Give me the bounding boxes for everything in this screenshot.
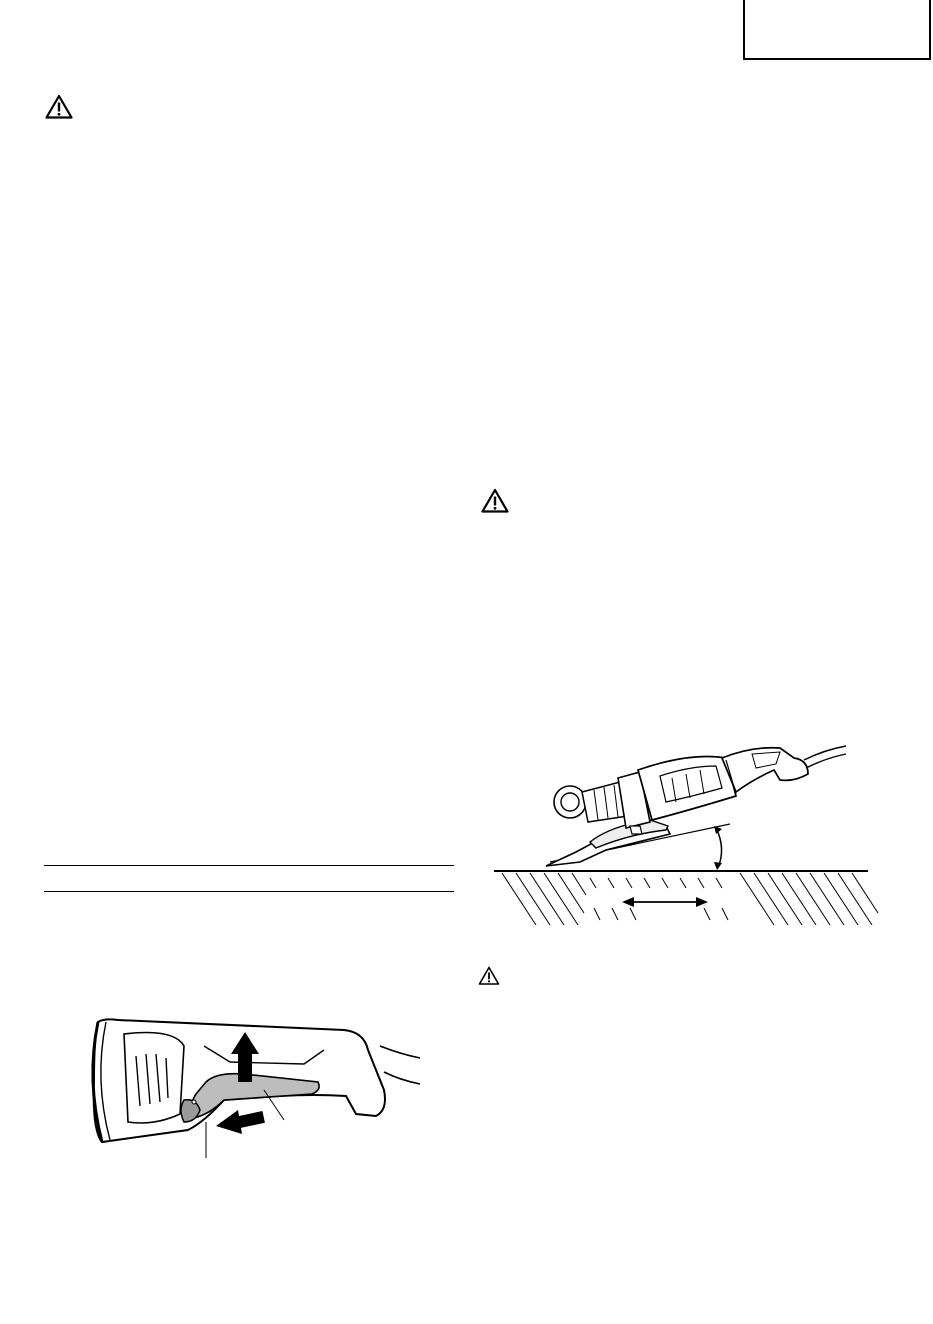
language-tab [743,0,931,60]
warning-triangle-icon [478,966,500,986]
warning-triangle-icon [45,94,73,120]
table-rule-bottom [44,891,454,892]
grinder-angle-figure [490,730,882,930]
switch-handle-figure [84,1010,424,1160]
warning-triangle-icon [481,488,509,514]
table-rule-top [44,865,454,866]
